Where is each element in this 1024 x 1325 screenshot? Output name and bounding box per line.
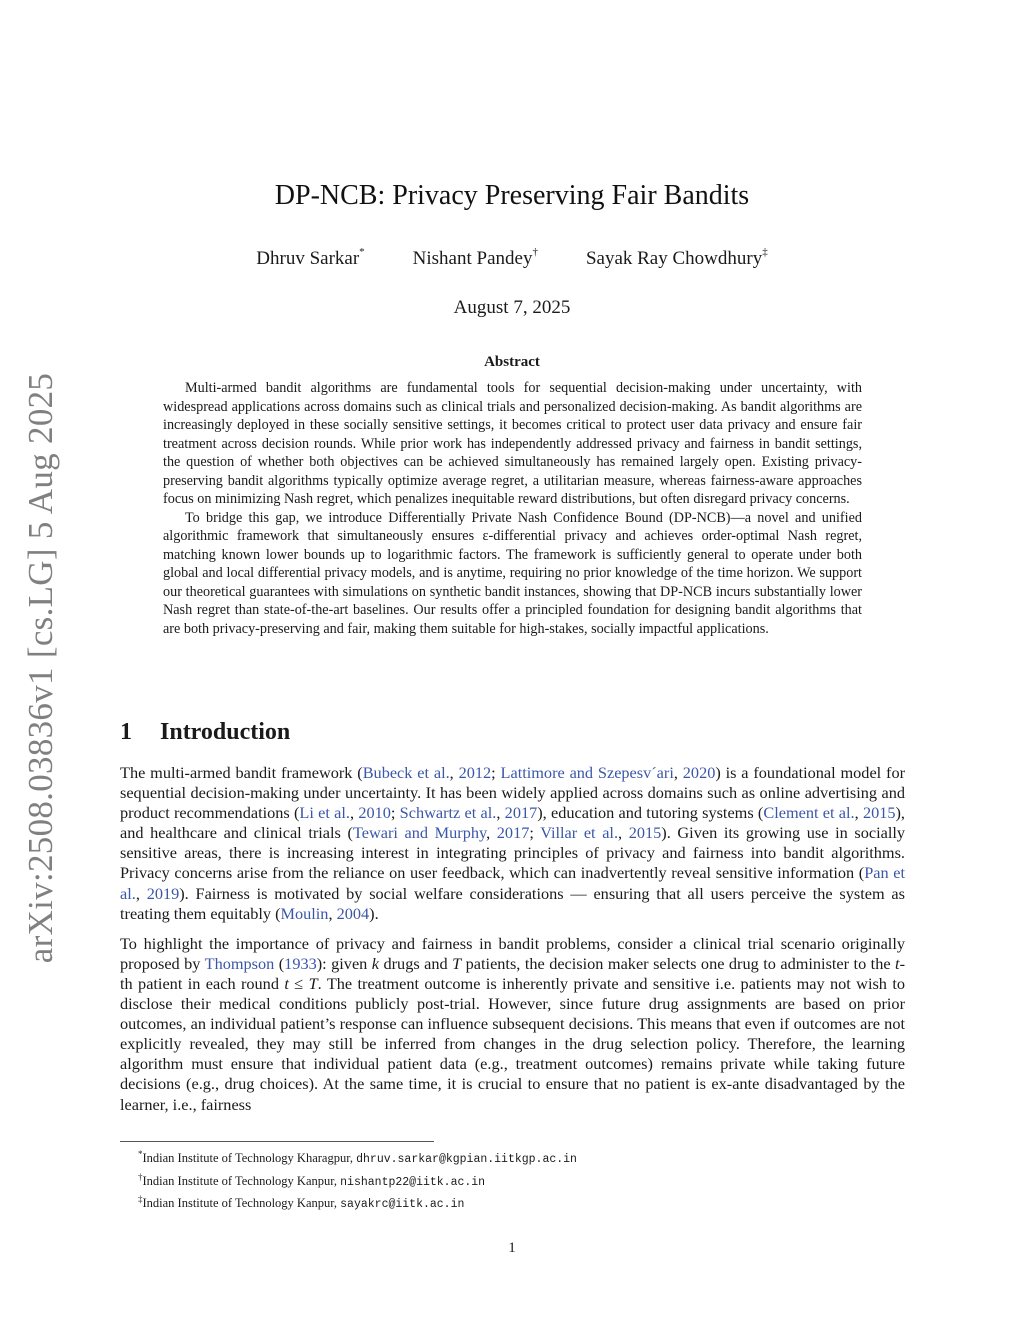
abstract-paragraph: To bridge this gap, we introduce Differentially Private Nash Confidence Bound (DP-NCB)—a novel and unified algorithmic framework that simultaneously ensures ε-differential privacy and achieves order-optimal Nash regret, matching known lower bounds up to logarithmic factors. The framework is sufficiently general to operate under both global and local differential privacy models, and is anytime, requiring no prior knowledge of the time horizon. We support our theoretical guarantees with simulations on synthetic bandit instances, showing that DP-NCB incurs substantially lower Nash regret than state-of-the-art baselines. Our results offer a principled foundation for designing bandit algorithms that are both privacy-preserving and fair, making them suitable for high-stakes, socially impactful applications. [163,509,862,637]
citation-link[interactable]: 2019 [146,883,180,903]
citation-link[interactable]: Schwartz et al. [399,803,497,823]
math-variable: k [371,953,380,973]
footnote-rule [120,1141,434,1142]
body-text: ; [529,823,541,843]
citation-link[interactable]: 2012 [458,763,492,782]
math-variable: T [452,953,462,973]
body-text: ; [491,763,501,782]
footnote-email[interactable]: sayakrc@iitk.ac.in [340,1198,465,1212]
math-variable: t [895,953,900,973]
citation-link[interactable]: Pan et al. [120,863,905,903]
author-footnote-mark[interactable]: * [359,246,365,258]
paper-title: DP-NCB: Privacy Preserving Fair Bandits [274,180,750,211]
footnote-affiliation: Indian Institute of Technology Kharagpur, [142,1151,357,1166]
footnote [138,1146,577,1169]
body-text: -th patient in each round [120,953,905,993]
citation-link[interactable]: Bubeck et al. [362,763,450,782]
author-name: Sayak Ray Chowdhury [585,248,763,269]
body-text: ; [390,803,400,823]
citation-link[interactable]: 2017 [504,803,538,823]
introduction-body [120,763,905,1125]
body-text: , [618,823,629,843]
page-number: 1 [508,1240,516,1256]
body-text: The multi-armed bandit framework ( [120,763,363,782]
body-text: ), and healthcare and clinical trials ( [120,803,905,843]
body-text: ( [274,953,285,973]
section-heading-introduction [120,719,290,746]
author [586,248,768,270]
citation-link[interactable]: 2017 [496,823,530,843]
abstract-heading: Abstract [484,354,540,370]
footnote-mark: * [138,1149,143,1159]
citation-link[interactable]: Moulin [280,903,329,923]
body-text: , [854,803,863,823]
footnote [138,1169,577,1192]
publication-date: August 7, 2025 [453,297,571,318]
body-text: ), education and tutoring systems ( [537,803,764,823]
citation-link[interactable]: 2015 [862,803,896,823]
body-text: ). Given its growing use in socially sensitive areas, there is increasing interest in integrating principles of privacy and fairness into bandit algorithms. Privacy concerns arise from the reliance on user feedback, which can inadvertently reveal sensitive information ( [120,823,906,883]
body-paragraph [120,763,905,924]
body-text: , [328,903,337,923]
body-text: patients, the decision maker selects one drug to administer to the [461,953,896,973]
citation-link[interactable]: 2015 [628,823,662,843]
footnote-mark: † [138,1171,143,1182]
author-footnote-mark[interactable]: † [532,246,538,258]
section-title: Introduction [160,719,291,745]
author [413,248,538,270]
author-footnote-mark[interactable]: ‡ [762,246,768,258]
footnote-affiliation: Indian Institute of Technology Kanpur, [142,1196,341,1211]
citation-link[interactable]: Clement et al. [763,803,855,823]
author-name: Nishant Pandey [412,248,533,269]
body-text: ). [369,903,379,923]
body-text: drugs and [379,953,453,973]
body-text: , [673,763,683,782]
abstract-body [163,379,862,638]
body-text: , [486,823,497,843]
section-number: 1 [120,719,132,745]
body-text: , [135,883,147,903]
footnote-mark: ‡ [138,1194,143,1205]
body-text: To highlight the importance of privacy and fairness in bandit problems, consider a clinical trial scenario originally proposed by [120,933,905,973]
author-name: Dhruv Sarkar [256,248,360,269]
math-variable: T [308,973,318,993]
body-text: ≤ [288,973,309,993]
body-text: , [349,803,359,823]
footnotes [138,1146,577,1214]
footnote-affiliation: Indian Institute of Technology Kanpur, [142,1173,341,1188]
body-text: ). Fairness is motivated by social welfare considerations — ensuring that all users perceive the system as treating them equitably ( [120,883,905,923]
body-text: , [496,803,505,823]
footnote-email[interactable]: nishantp22@iitk.ac.in [340,1175,486,1189]
body-text: ): given [316,953,372,973]
citation-link[interactable]: 2004 [336,903,370,923]
author [256,248,364,270]
footnote [138,1191,577,1214]
body-text: ) is a foundational model for sequential decision-making under uncertainty. It has been widely applied across domains such as online advertising and product recommendations ( [120,763,906,823]
math-variable: t [284,973,289,993]
body-paragraph [120,934,905,1115]
citation-link[interactable]: Tewari and Murphy [352,823,487,843]
citation-link[interactable]: 2020 [682,763,716,782]
body-text: , [449,763,459,782]
arxiv-identifier-stamp: arXiv:2508.03836v1 [cs.LG] 5 Aug 2025 [21,372,60,964]
citation-link[interactable]: Li et al. [299,803,350,823]
author-list [0,248,1024,270]
body-text: . The treatment outcome is inherently private and sensitive i.e. patients may not wish to disclose their medical conditions publicly post-trial. However, since future drug assignments are based on prior outcomes, an individual patient’s response can influence subsequent decisions. This means that even if outcomes are not explicitly revealed, they may still be inferred from changes in the drug selection policy. Therefore, the learning algorithm must ensure that individual patient data (e.g., treatment outcomes) remains private while taking future decisions (e.g., drug choices). At the same time, it is crucial to ensure that no patient is ex-ante disadvantaged by the learner, i.e., fairness [120,973,905,1114]
citation-link[interactable]: Lattimore and Szepesv´ari [500,763,674,782]
citation-link[interactable]: 2010 [358,803,391,823]
citation-link[interactable]: 1933 [284,953,317,973]
citation-link[interactable]: Thompson [204,953,275,973]
citation-link[interactable]: Villar et al. [540,823,619,843]
abstract-paragraph: Multi-armed bandit algorithms are fundamental tools for sequential decision-making under uncertainty, with widespread applications across domains such as clinical trials and personalized decision-making. As bandit algorithms are increasingly deployed in these socially sensitive settings, it becomes critical to protect user data privacy and ensure fair treatment across decision rounds. While prior work has independently addressed privacy and fairness in bandit settings, the question of whether both objectives can be achieved simultaneously has remained largely open. Existing privacy-preserving bandit algorithms typically optimize average regret, a utilitarian measure, whereas fairness-aware approaches focus on minimizing Nash regret, which penalizes inequitable reward distributions, but often disregard privacy concerns. [163,380,862,507]
footnote-email[interactable]: dhruv.sarkar@kgpian.iitkgp.ac.in [356,1153,577,1167]
